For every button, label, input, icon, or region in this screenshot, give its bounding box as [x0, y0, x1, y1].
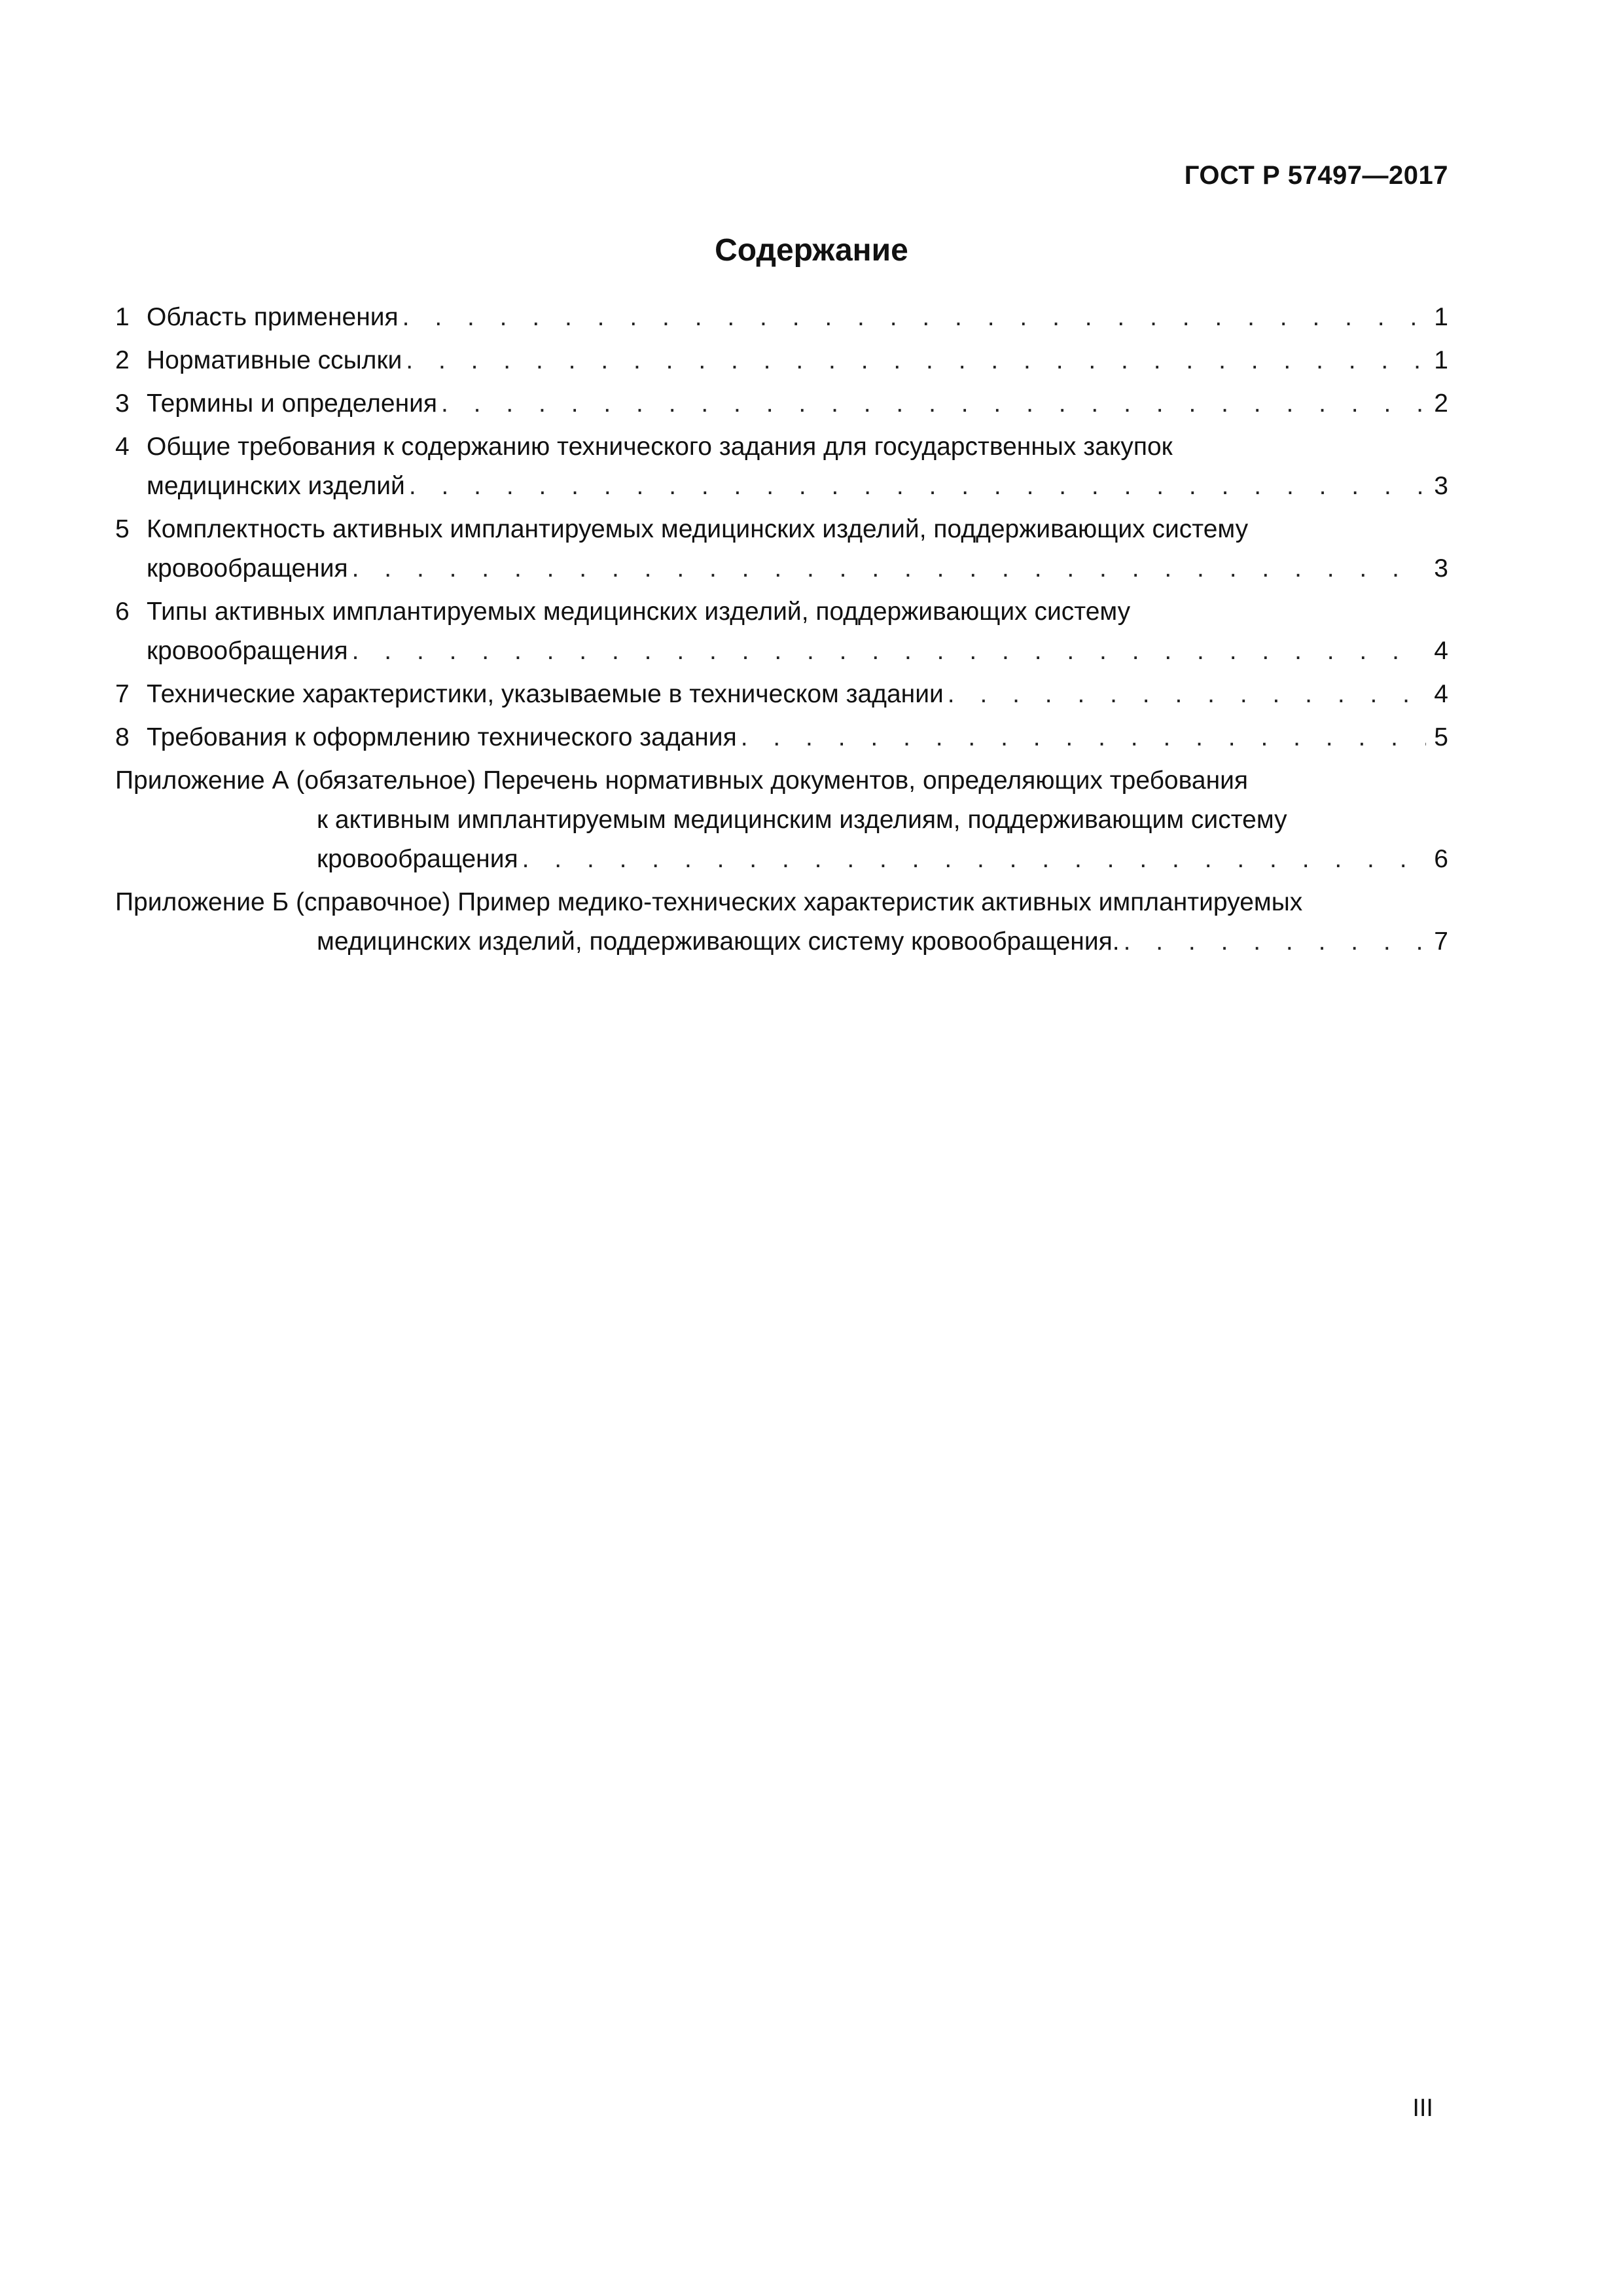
toc-entry[interactable] — [115, 341, 1448, 380]
toc-entry-text: Общие требования к содержанию технического задания для государственных закупок — [147, 433, 1173, 461]
toc-entry-text: Комплектность активных имплантируемых медицинских изделий, поддерживающих систему — [147, 515, 1249, 543]
toc-entry-text-continued: медицинских изделий — [147, 472, 405, 500]
toc-entry-page: 5 — [1434, 723, 1448, 751]
page-folio: III — [1412, 2094, 1433, 2122]
toc-appendix-text: Приложение Б (справочное) Пример медико-технических характеристик активных имплантируемых — [115, 888, 1303, 916]
toc-entry-number: 1 — [115, 303, 130, 331]
dot-leader — [441, 384, 1426, 423]
toc-entry[interactable] — [115, 675, 1448, 714]
toc-entry-number: 7 — [115, 680, 130, 708]
toc-entry-number: 4 — [115, 433, 130, 461]
toc-entry-text-continued: кровообращения — [147, 554, 348, 583]
toc-entry-page: 6 — [1434, 845, 1448, 873]
toc-entry[interactable] — [115, 298, 1448, 337]
toc-entry-text: Нормативные ссылки — [147, 346, 402, 374]
table-of-contents — [115, 298, 1448, 965]
toc-entry-text: Требования к оформлению технического задания — [147, 723, 737, 751]
toc-appendix-text: Приложение А (обязательное) Перечень нормативных документов, определяющих требования — [115, 766, 1249, 795]
toc-entry-text: Типы активных имплантируемых медицинских изделий, поддерживающих систему — [147, 598, 1131, 626]
toc-entry-number: 6 — [115, 598, 130, 626]
dot-leader — [352, 549, 1426, 588]
toc-entry-page: 4 — [1434, 680, 1448, 708]
toc-entry-text: Технические характеристики, указываемые в техническом задании — [147, 680, 944, 708]
dot-leader — [409, 467, 1426, 506]
toc-entry[interactable] — [115, 592, 1448, 671]
toc-entry[interactable] — [115, 510, 1448, 588]
toc-entry-number: 3 — [115, 389, 130, 418]
dot-leader — [402, 298, 1426, 337]
toc-entry[interactable] — [115, 718, 1448, 757]
toc-title: Содержание — [715, 233, 908, 268]
toc-entry-page: 3 — [1434, 472, 1448, 500]
toc-entry[interactable] — [115, 384, 1448, 423]
dot-leader — [352, 632, 1426, 671]
toc-entry-text: Область применения — [147, 303, 399, 331]
toc-entry-number: 2 — [115, 346, 130, 374]
toc-entry-text: Термины и определения — [147, 389, 438, 418]
toc-appendix-b[interactable] — [115, 883, 1448, 961]
dot-leader — [948, 675, 1426, 714]
dot-leader — [522, 840, 1426, 879]
toc-entry-page: 1 — [1434, 346, 1448, 374]
dot-leader — [406, 341, 1426, 380]
toc-entry-page: 1 — [1434, 303, 1448, 331]
toc-appendix-a[interactable] — [115, 761, 1448, 879]
document-code: ГОСТ Р 57497—2017 — [1184, 161, 1448, 190]
toc-appendix-text-continued: кровообращения — [317, 845, 518, 873]
dot-leader — [1124, 922, 1426, 961]
toc-entry-text-continued: кровообращения — [147, 637, 348, 665]
toc-appendix-text-continued: медицинских изделий, поддерживающих систему кровообращения. — [317, 927, 1120, 956]
toc-entry-number: 8 — [115, 723, 130, 751]
toc-appendix-text-continued: к активным имплантируемым медицинским изделиям, поддерживающим систему — [317, 806, 1287, 834]
toc-entry-page: 4 — [1434, 637, 1448, 665]
toc-entry[interactable] — [115, 427, 1448, 506]
toc-entry-number: 5 — [115, 515, 130, 543]
toc-entry-page: 7 — [1434, 927, 1448, 956]
toc-entry-page: 2 — [1434, 389, 1448, 418]
toc-entry-page: 3 — [1434, 554, 1448, 583]
dot-leader — [741, 718, 1426, 757]
